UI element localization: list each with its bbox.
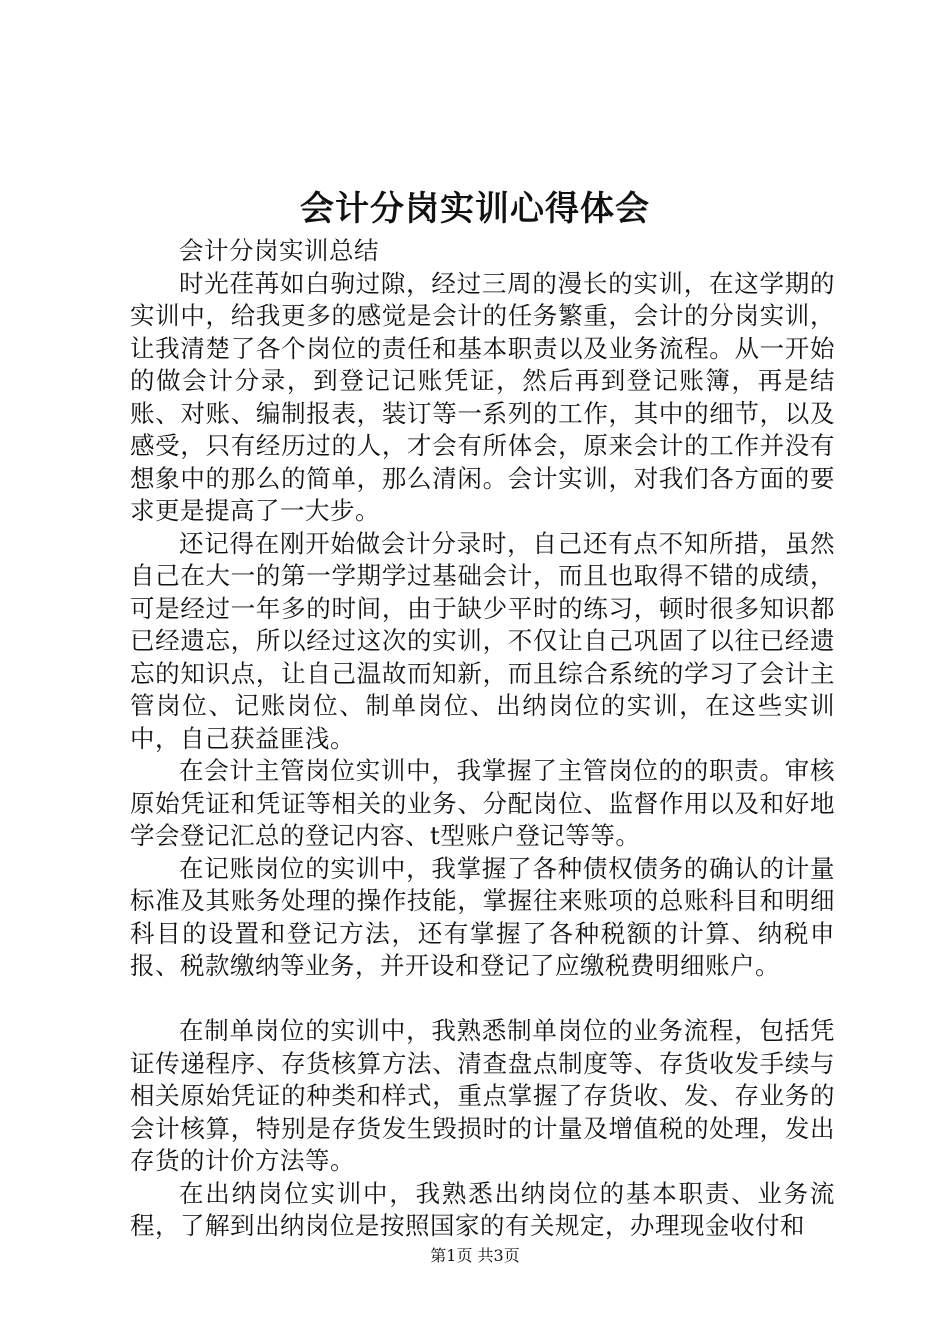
page-number-footer: 第1页 共3页 [430,1246,520,1265]
body-paragraph: 在记账岗位的实训中，我掌握了各种债权债务的确认的计量标准及其账务处理的操作技能，掌握往来账项的总账科目和明细科目的设置和登记方法，还有掌握了各种税额的计算、纳税申报、税款缴纳等业务，并开设和登记了应缴税费明细账户。 [130,853,835,980]
blank-line [130,983,835,1016]
document-body [130,235,835,1243]
subtitle-paragraph: 会计分岗实训总结 [179,236,379,265]
body-paragraph: 时光荏苒如白驹过隙，经过三周的漫长的实训，在这学期的实训中，给我更多的感觉是会计的任务繁重，会计的分岗实训，让我清楚了各个岗位的责任和基本职责以及业务流程。从一开始的做会计分录，到登记记账凭证，然后再到登记账簿，再是结账、对账、编制报表，装订等一系列的工作，其中的细节，以及感受，只有经历过的人，才会有所体会，原来会计的工作并没有想象中的那么的简单，那么清闲。会计实训，对我们各方面的要求更是提高了一大步。 [130,268,835,525]
document-title: 会计分岗实训心得体会 [300,189,650,229]
body-paragraph: 还记得在刚开始做会计分录时，自己还有点不知所措，虽然自己在大一的第一学期学过基础会计，而且也取得不错的成绩，可是经过一年多的时间，由于缺少平时的练习，顿时很多知识都已经遗忘，所以经过这次的实训，不仅让自己巩固了以往已经遗忘的知识点，让自己温故而知新，而且综合系统的学习了会计主管岗位、记账岗位、制单岗位、出纳岗位的实训，在这些实训中，自己获益匪浅。 [130,528,835,753]
body-paragraph: 在会计主管岗位实训中，我掌握了主管岗位的的职责。审核原始凭证和凭证等相关的业务、分配岗位、监督作用以及和好地学会登记汇总的登记内容、t型账户登记等等。 [130,756,835,850]
body-paragraph: 在制单岗位的实训中，我熟悉制单岗位的业务流程，包括凭证传递程序、存货核算方法、清查盘点制度等、存货收发手续与相关原始凭证的种类和样式，重点掌握了存货收、发、存业务的会计核算，特别是存货发生毁损时的计量及增值税的处理，发出存货的计价方法等。 [130,1016,835,1175]
body-paragraph: 在出纳岗位实训中，我熟悉出纳岗位的基本职责、业务流程，了解到出纳岗位是按照国家的有关规定，办理现金收付和 [130,1178,835,1240]
